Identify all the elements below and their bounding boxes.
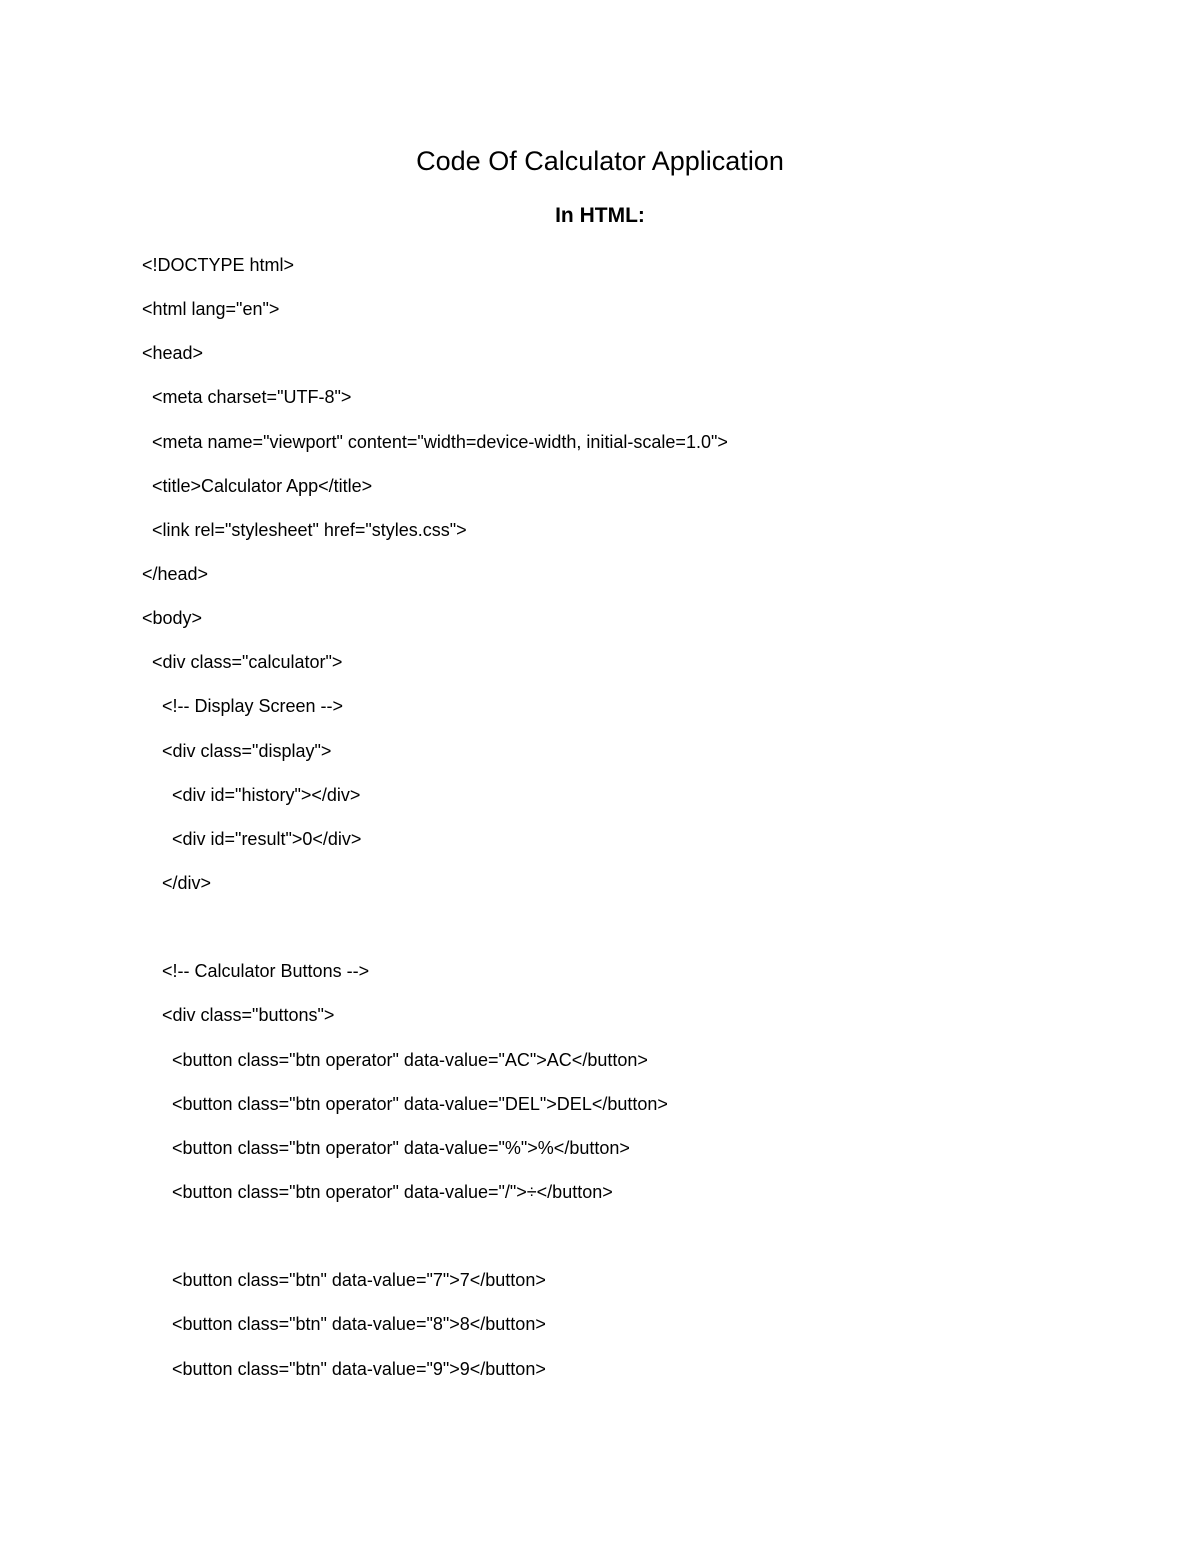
code-line <box>142 1222 728 1266</box>
code-line: <meta charset="UTF-8"> <box>142 387 352 408</box>
code-line: <!-- Calculator Buttons --> <box>142 961 370 982</box>
code-line: <body> <box>142 608 203 629</box>
document-title: Code Of Calculator Application <box>416 146 784 176</box>
code-line: <link rel="stylesheet" href="styles.css"> <box>142 519 467 540</box>
code-line: <html lang="en"> <box>142 299 280 320</box>
code-line: <button class="btn" data-value="8">8</button> <box>142 1314 546 1335</box>
code-line: <button class="btn" data-value="7">7</button> <box>142 1270 546 1291</box>
code-line: <button class="btn operator" data-value="DEL">DEL</button> <box>142 1093 668 1114</box>
code-line: <div class="display"> <box>142 740 332 761</box>
code-line: <button class="btn operator" data-value="AC">AC</button> <box>142 1049 648 1070</box>
code-listing <box>142 251 728 1399</box>
code-line: <!-- Display Screen --> <box>142 696 344 717</box>
code-line: <div id="result">0</div> <box>142 828 362 849</box>
code-line: <head> <box>142 343 204 364</box>
code-line: <!DOCTYPE html> <box>142 255 295 275</box>
code-line: <meta name="viewport" content="width=device-width, initial-scale=1.0"> <box>142 431 728 452</box>
code-line: <button class="btn operator" data-value="%">%</button> <box>142 1137 630 1158</box>
code-line: <button class="btn" data-value="9">9</button> <box>142 1358 546 1379</box>
code-line: </head> <box>142 563 209 584</box>
code-line: <button class="btn operator" data-value="/">÷</button> <box>142 1181 613 1202</box>
document-subtitle: In HTML: <box>555 204 645 227</box>
code-line: <title>Calculator App</title> <box>142 475 373 496</box>
code-line: <div id="history"></div> <box>142 784 361 805</box>
code-line <box>142 913 728 957</box>
code-line: <div class="calculator"> <box>142 652 343 673</box>
code-line: </div> <box>142 872 212 893</box>
code-line: <div class="buttons"> <box>142 1005 335 1026</box>
